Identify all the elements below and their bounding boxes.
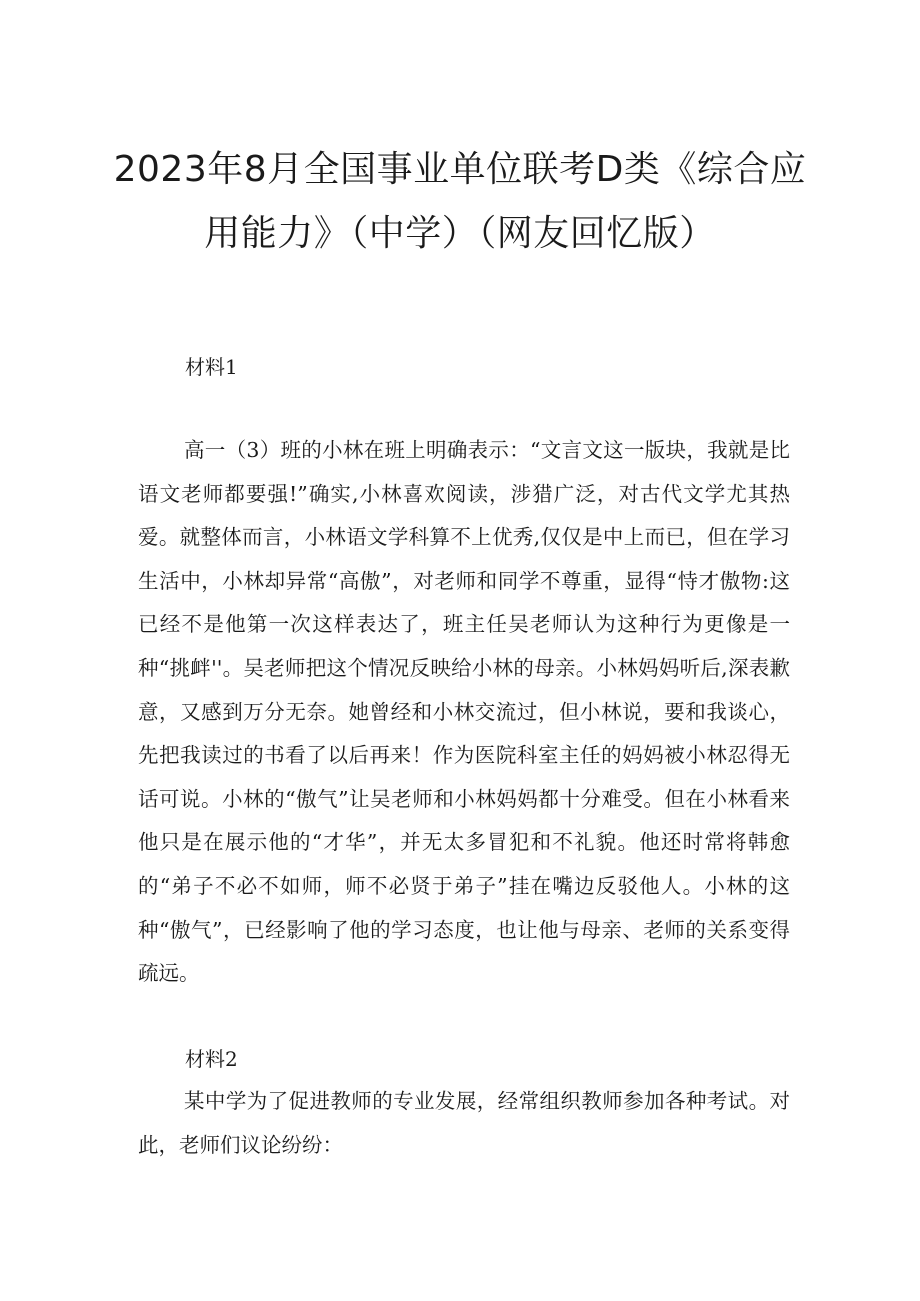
title-line-2: 用能力》（中学）（网友回忆版） bbox=[204, 213, 716, 254]
section-label-material-1: 材料1 bbox=[185, 355, 238, 379]
section-label-material-2: 材料2 bbox=[185, 1047, 238, 1071]
document-title bbox=[110, 138, 810, 266]
title-line-1: 2023年8月全国事业单位联考D类《综合应 bbox=[113, 149, 807, 190]
section-paragraph-material-1: 高一（3）班的小林在班上明确表示：“文言文这一版块，我就是比语文老师都要强!”确实,小林喜欢阅读，涉猎广泛，对古代文学尤其热爱。就整体而言，小林语文学科算不上优秀,仅仅是中上而已，但在学习生活中，小林却异常“高傲”，对老师和同学不尊重，显得“恃才傲物:这已经不是他第一次这样表达了，班主任吴老师认为这种行为更像是一种“挑衅''。吴老师把这个情况反映给小林的母亲。小林妈妈听后,深表歉意，又感到万分无奈。她曾经和小林交流过，但小林说，要和我谈心，先把我读过的书看了以后再来！作为医院科室主任的妈妈被小林忍得无话可说。小林的“傲气”让吴老师和小林妈妈都十分难受。但在小林看来他只是在展示他的“才华”，并无太多冒犯和不礼貌。他还时常将韩愈的“弟子不必不如师，师不必贤于弟子”挂在嘴边反驳他人。小林的这种“傲气”，已经影响了他的学习态度，也让他与母亲、老师的关系变得疏远。 bbox=[138, 438, 790, 986]
section-paragraph-material-2: 某中学为了促进教师的专业发展，经常组织教师参加各种考试。对此，老师们议论纷纷： bbox=[138, 1089, 790, 1157]
